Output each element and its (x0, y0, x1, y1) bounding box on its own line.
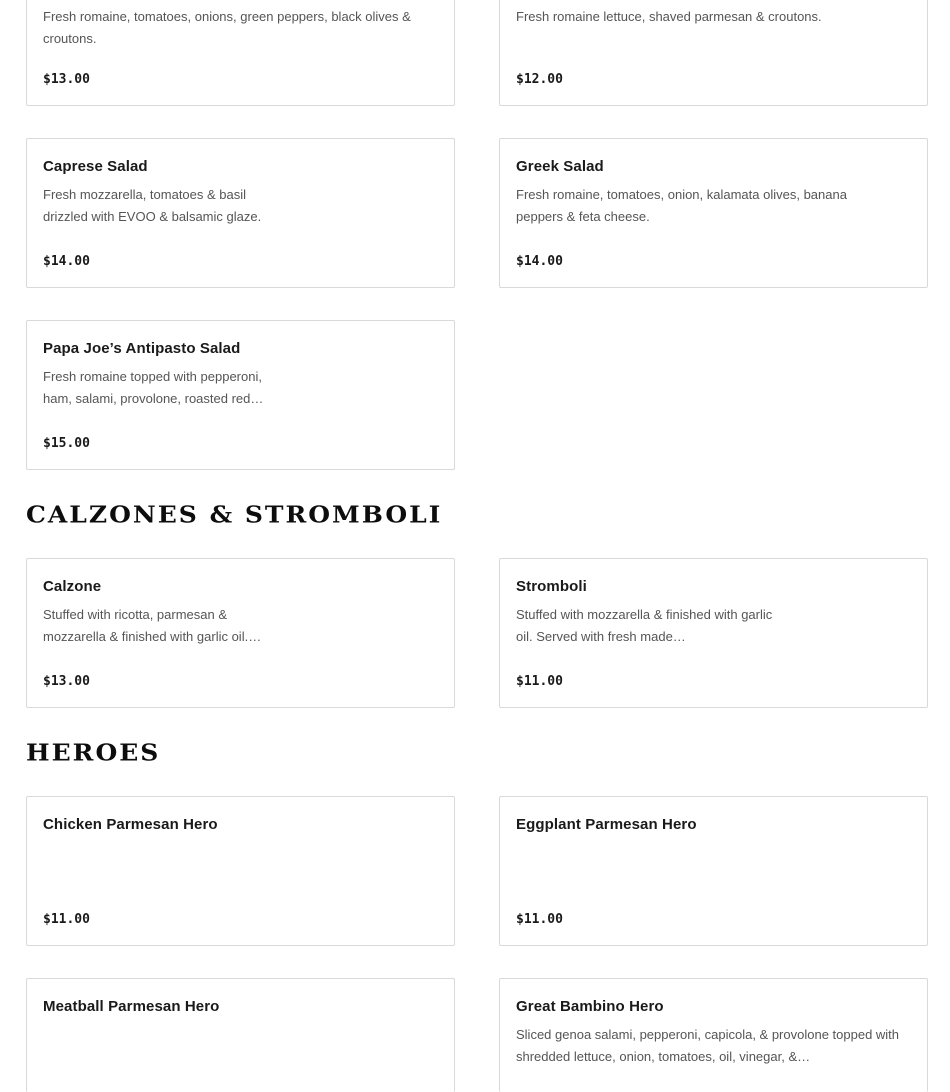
menu-item-card-antipasto-salad[interactable] (26, 320, 455, 470)
item-description: Fresh mozzarella, tomatoes & basil drizzled with EVOO & balsamic glaze. (43, 187, 262, 224)
item-name: Great Bambino Hero (516, 998, 664, 1015)
menu-item-card-chicken-parmesan-hero[interactable] (26, 796, 455, 946)
item-price: $14.00 (43, 254, 90, 269)
item-name: Caprese Salad (43, 158, 148, 175)
menu-item-card-eggplant-parmesan-hero[interactable] (499, 796, 928, 946)
menu-item-card-great-bambino-hero[interactable] (499, 978, 928, 1092)
item-description: Fresh romaine, tomatoes, onion, kalamata olives, banana peppers & feta cheese. (516, 187, 847, 224)
item-name: Stromboli (516, 578, 587, 595)
item-name: Chicken Parmesan Hero (43, 816, 218, 833)
menu-item-card-stromboli[interactable] (499, 558, 928, 708)
item-name: Greek Salad (516, 158, 604, 175)
item-price: $11.00 (516, 674, 563, 689)
item-name: Papa Joe’s Antipasto Salad (43, 340, 241, 357)
item-price: $15.00 (43, 436, 90, 451)
menu-item-card-salad[interactable] (499, 0, 928, 106)
item-name: Meatball Parmesan Hero (43, 998, 220, 1015)
item-description: Fresh romaine, tomatoes, onions, green peppers, black olives & croutons. (43, 9, 411, 46)
item-description: Fresh romaine topped with pepperoni, ham, salami, provolone, roasted red… (43, 369, 264, 406)
item-description: Stuffed with mozzarella & finished with garlic oil. Served with fresh made… (516, 607, 773, 644)
item-price: $11.00 (516, 912, 563, 927)
item-price: $12.00 (516, 72, 563, 87)
section-title-calzones-stromboli: CALZONES & STROMBOLI (26, 500, 443, 529)
item-description: Sliced genoa salami, pepperoni, capicola, & provolone topped with shredded lettuce, onion, tomatoes, oil, vinegar, &… (516, 1027, 900, 1064)
item-price: $13.00 (43, 674, 90, 689)
item-name: Calzone (43, 578, 102, 595)
item-price: $13.00 (43, 72, 90, 87)
menu-item-card-greek-salad[interactable] (499, 138, 928, 288)
item-price: $11.00 (43, 912, 90, 927)
item-description: Fresh romaine lettuce, shaved parmesan & croutons. (516, 9, 822, 24)
menu-item-card-calzone[interactable] (26, 558, 455, 708)
item-price: $14.00 (516, 254, 563, 269)
menu-item-card-salad[interactable] (26, 0, 455, 106)
item-description: Stuffed with ricotta, parmesan & mozzarella & finished with garlic oil.… (43, 607, 262, 644)
item-name: Eggplant Parmesan Hero (516, 816, 697, 833)
menu-item-card-caprese-salad[interactable] (26, 138, 455, 288)
menu-item-card-meatball-parmesan-hero[interactable] (26, 978, 455, 1092)
section-title-heroes: HEROES (26, 738, 161, 767)
